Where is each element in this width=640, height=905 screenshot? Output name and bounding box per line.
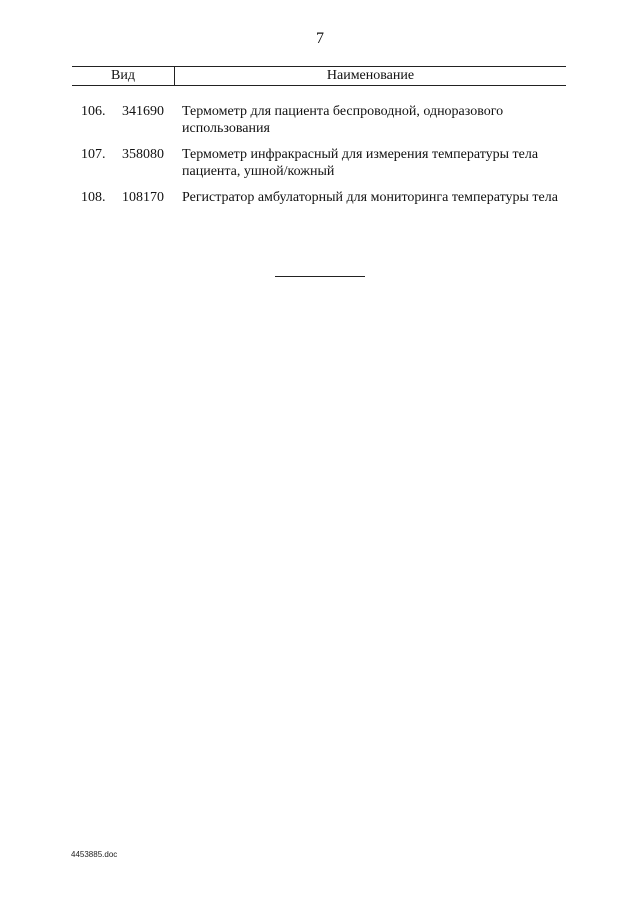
header-vid: Вид (111, 68, 135, 83)
row-name: Термометр для пациента беспроводной, одноразового использования (182, 104, 504, 136)
table-row (72, 146, 566, 180)
row-number: 108. (81, 190, 106, 205)
table-body (72, 103, 566, 215)
table-row (72, 189, 566, 206)
table-header (72, 66, 566, 86)
row-code: 108170 (122, 190, 164, 205)
row-name: Термометр инфракрасный для измерения температуры тела пациента, ушной/кожный (182, 147, 539, 179)
end-of-list-rule (275, 276, 365, 277)
footer-filename: 4453885.doc (71, 850, 118, 859)
row-number: 106. (81, 104, 106, 119)
row-code: 358080 (122, 147, 164, 162)
row-number: 107. (81, 147, 106, 162)
table-row (72, 103, 566, 137)
page-number: 7 (316, 30, 324, 47)
row-name: Регистратор амбулаторный для мониторинга температуры тела (182, 190, 558, 205)
header-name: Наименование (326, 68, 415, 83)
row-code: 341690 (122, 104, 164, 119)
